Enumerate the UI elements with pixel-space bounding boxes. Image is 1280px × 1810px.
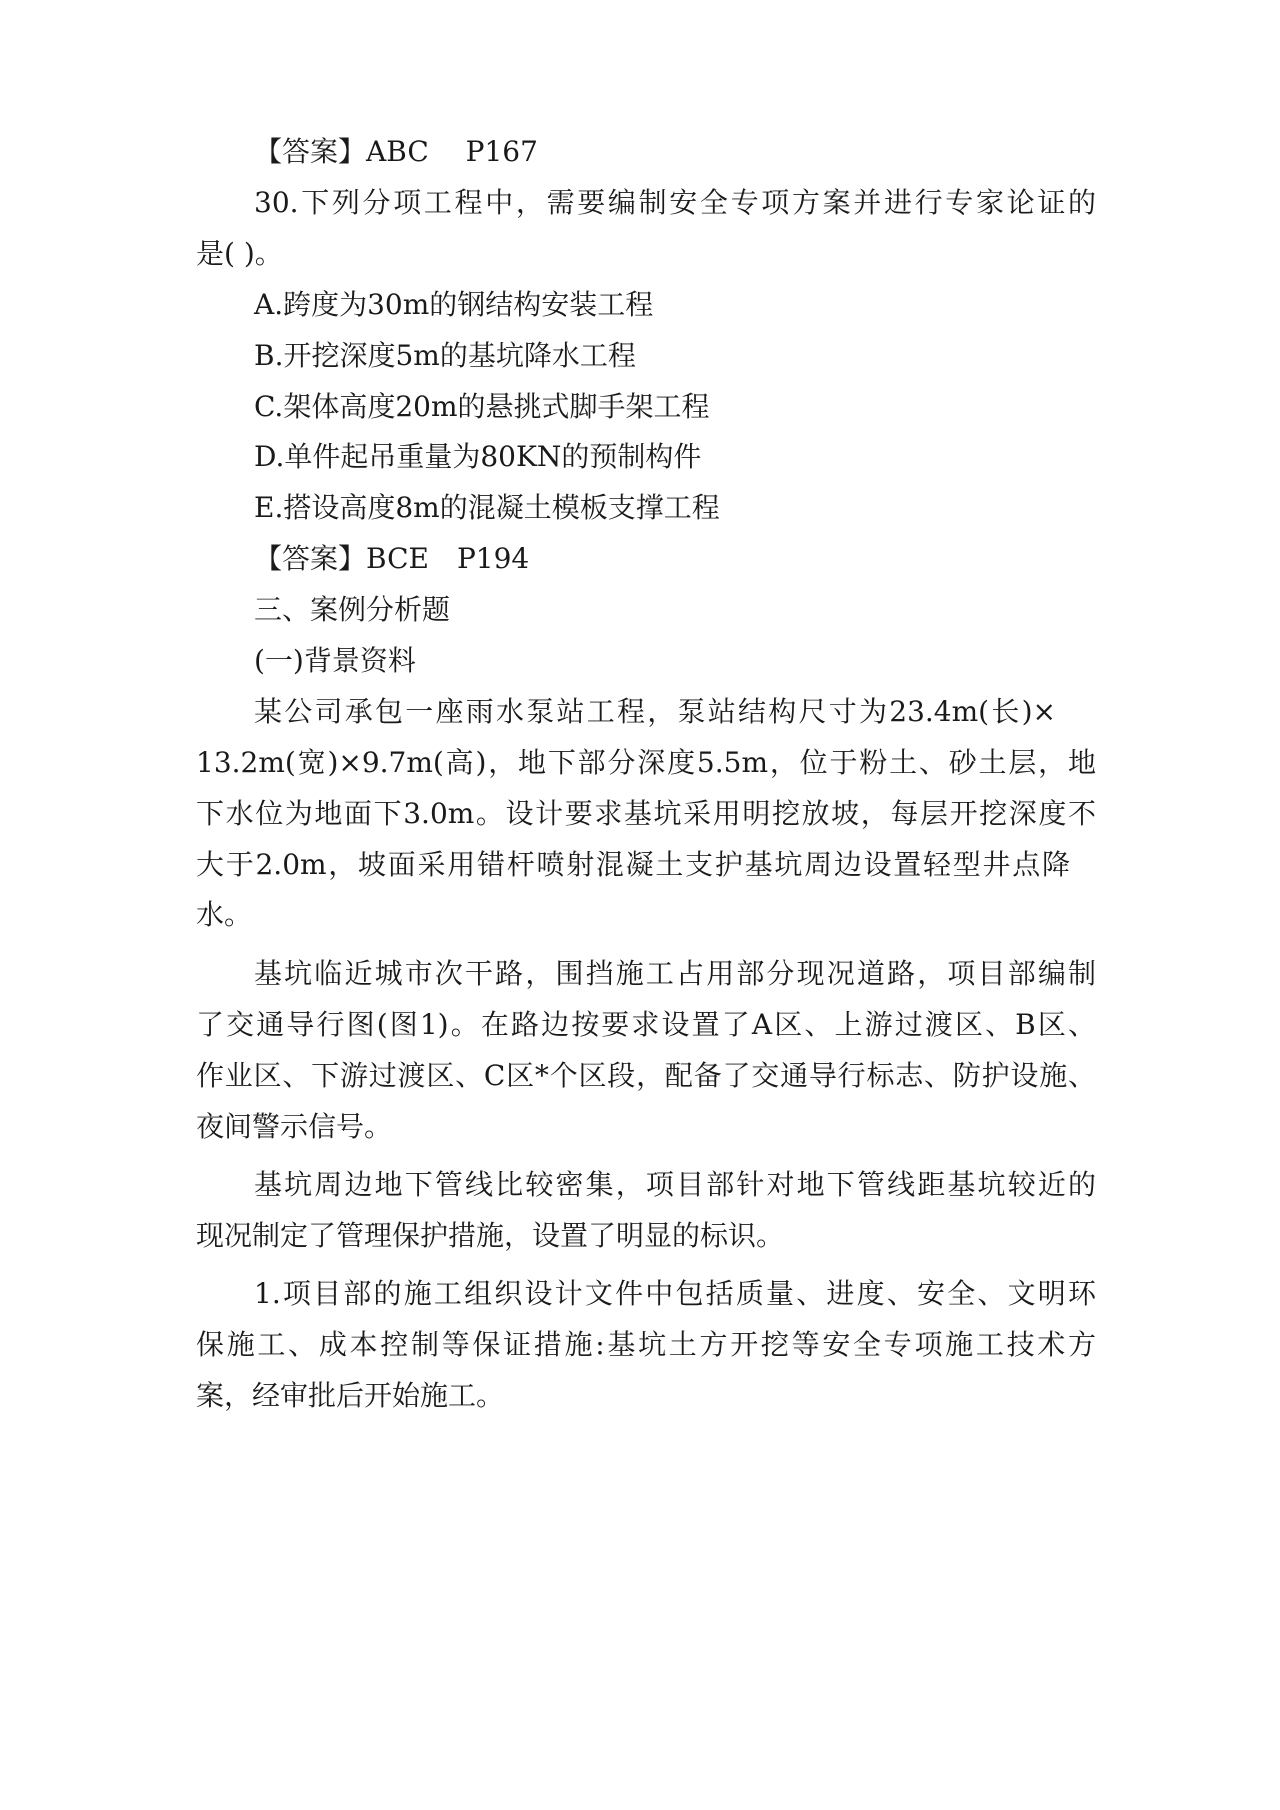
answer-line-30: 【答案】BCE P194: [254, 542, 530, 575]
option-c: C.架体高度20m的悬挑式脚手架工程: [254, 390, 710, 423]
para-3-line-1: 基坑周边地下管线比较密集，项目部针对地下管线距基坑较近的: [254, 1168, 1096, 1201]
option-a: A.跨度为30m的钢结构安装工程: [254, 288, 654, 321]
option-d: D.单件起吊重量为80KN的预制构件: [254, 440, 702, 473]
question-30-line-1: 30.下列分项工程中，需要编制安全专项方案并进行专家论证的: [254, 186, 1096, 219]
subsection-heading: (一)背景资料: [254, 644, 416, 677]
option-b: B.开挖深度5m的基坑降水工程: [254, 339, 636, 372]
para-4-line-1: 1.项目部的施工组织设计文件中包括质量、进度、安全、文明环: [254, 1277, 1096, 1310]
answer-line-29: 【答案】ABC P167: [254, 135, 538, 168]
section-heading: 三、案例分析题: [254, 593, 451, 626]
para-1-line-4: 大于2.0m，坡面采用错杆喷射混凝土支护基坑周边设置轻型井点降: [196, 848, 1070, 881]
para-4-line-2: 保施工、成本控制等保证措施:基坑土方开挖等安全专项施工技术方: [196, 1328, 1096, 1361]
option-e: E.搭设高度8m的混凝土模板支撑工程: [254, 491, 720, 524]
para-2-line-4: 夜间警示信号。: [196, 1110, 393, 1143]
para-3-line-2: 现况制定了管理保护措施，设置了明显的标识。: [196, 1219, 785, 1252]
para-2-line-1: 基坑临近城市次干路，围挡施工占用部分现况道路，项目部编制: [254, 957, 1096, 990]
question-30-line-2: 是( )。: [196, 237, 283, 270]
para-1-line-1: 某公司承包一座雨水泵站工程，泵站结构尺寸为23.4m(长)×: [254, 695, 1056, 728]
para-2-line-2: 了交通导行图(图1)。在路边按要求设置了A区、上游过渡区、B区、: [196, 1008, 1096, 1041]
para-1-line-3: 下水位为地面下3.0m。设计要求基坑采用明挖放坡，每层开挖深度不: [196, 797, 1096, 830]
para-1-line-5: 水。: [196, 898, 253, 931]
para-4-line-3: 案，经审批后开始施工。: [196, 1379, 505, 1412]
para-1-line-2: 13.2m(宽)×9.7m(高)，地下部分深度5.5m，位于粉土、砂土层，地: [196, 746, 1096, 779]
para-2-line-3: 作业区、下游过渡区、C区*个区段，配备了交通导行标志、防护设施、: [196, 1059, 1096, 1092]
